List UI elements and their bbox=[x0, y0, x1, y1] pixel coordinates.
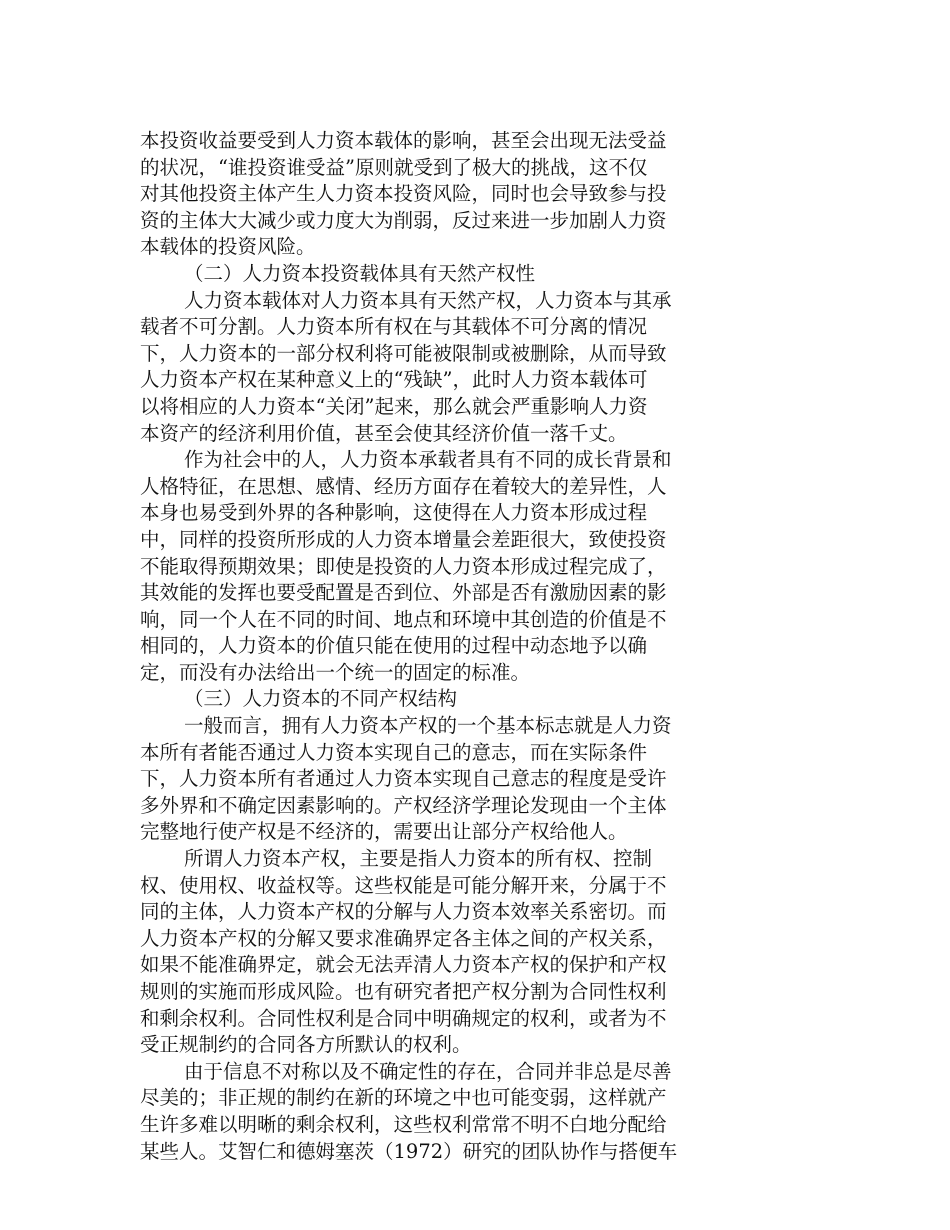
text-line: 本投资收益要受到人力资本载体的影响，甚至会出现无法受益 bbox=[140, 129, 667, 152]
text-line: 以将相应的人力资本“关闭”起来，那么就会严重影响人力资 bbox=[140, 394, 648, 418]
text-line: 多外界和不确定因素影响的。产权经济学理论发现由一个主体 bbox=[140, 793, 667, 817]
text-line: 本所有者能否通过人力资本实现自己的意志，而在实际条件 bbox=[140, 740, 648, 764]
text-line: 权、使用权、收益权等。这些权能是可能分解开来，分属于不 bbox=[140, 873, 667, 897]
text-line: 和剩余权利。合同性权利是合同中明确规定的权利，或者为不 bbox=[140, 1006, 667, 1030]
text-line: 一般而言，拥有人力资本产权的一个基本标志就是人力资 bbox=[184, 714, 672, 738]
text-line: 人力资本载体对人力资本具有天然产权，人力资本与其承 bbox=[184, 288, 672, 312]
text-line: 对其他投资主体产生人力资本投资风险，同时也会导致参与投 bbox=[140, 182, 667, 206]
text-line: 下，人力资本所有者通过人力资本实现自己意志的程度是受许 bbox=[140, 767, 667, 791]
section-heading: （二）人力资本投资载体具有天然产权性 bbox=[184, 261, 536, 285]
text-line: 受正规制约的合同各方所默认的权利。 bbox=[140, 1033, 472, 1057]
text-line: 所谓人力资本产权，主要是指人力资本的所有权、控制 bbox=[184, 847, 653, 871]
text-line: 不能取得预期效果；即使是投资的人力资本形成过程完成了， bbox=[140, 554, 667, 578]
text-line: 其效能的发挥也要受配置是否到位、外部是否有激励因素的影 bbox=[140, 581, 667, 605]
text-line: 人格特征，在思想、感情、经历方面存在着较大的差异性，人 bbox=[140, 474, 667, 498]
text-line: 同的主体，人力资本产权的分解与人力资本效率关系密切。而 bbox=[140, 900, 667, 924]
text-line: 相同的，人力资本的价值只能在使用的过程中动态地予以确 bbox=[140, 634, 648, 658]
text-line: 尽美的；非正规的制约在新的环境之中也可能变弱，这样就产 bbox=[140, 1086, 667, 1110]
text-line: 完整地行使产权是不经济的，需要出让部分产权给他人。 bbox=[140, 820, 628, 844]
text-line: 如果不能准确界定，就会无法弄清人力资本产权的保护和产权 bbox=[140, 953, 667, 977]
text-line: 中，同样的投资所形成的人力资本增量会差距很大，致使投资 bbox=[140, 527, 667, 551]
text-line: 某些人。艾智仁和德姆塞茨（1972）研究的团队协作与搭便车 bbox=[140, 1139, 678, 1163]
text-line: 由于信息不对称以及不确定性的存在，合同并非总是尽善 bbox=[184, 1059, 672, 1083]
text-line: 本身也易受到外界的各种影响，这使得在人力资本形成过程 bbox=[140, 501, 648, 525]
text-line: 本资产的经济利用价值，甚至会使其经济价值一落千丈。 bbox=[140, 421, 628, 445]
text-line: 生许多难以明晰的剩余权利，这些权利常常不明不白地分配给 bbox=[140, 1112, 667, 1136]
text-line: 规则的实施而形成风险。也有研究者把产权分割为合同性权利 bbox=[140, 980, 667, 1003]
text-line: 作为社会中的人，人力资本承载者具有不同的成长背景和 bbox=[184, 448, 672, 472]
section-heading: （三）人力资本的不同产权结构 bbox=[184, 687, 458, 711]
text-line: 响，同一个人在不同的时间、地点和环境中其创造的价值是不 bbox=[140, 607, 667, 631]
text-line: 人力资本产权的分解又要求准确界定各主体之间的产权关系， bbox=[140, 926, 667, 950]
text-line: 资的主体大大减少或力度大为削弱，反过来进一步加剧人力资 bbox=[140, 208, 667, 232]
text-line: 定，而没有办法给出一个统一的固定的标准。 bbox=[140, 660, 531, 684]
text-line: 的状况，“谁投资谁受益”原则就受到了极大的挑战，这不仅 bbox=[140, 155, 648, 179]
text-line: 下，人力资本的一部分权利将可能被限制或被删除，从而导致 bbox=[140, 341, 667, 365]
document-page bbox=[140, 128, 740, 1165]
text-line: 载者不可分割。人力资本所有权在与其载体不可分离的情况 bbox=[140, 315, 648, 339]
text-line: 本载体的投资风险。 bbox=[140, 235, 316, 259]
text-line: 人力资本产权在某种意义上的“残缺”，此时人力资本载体可 bbox=[140, 368, 648, 392]
